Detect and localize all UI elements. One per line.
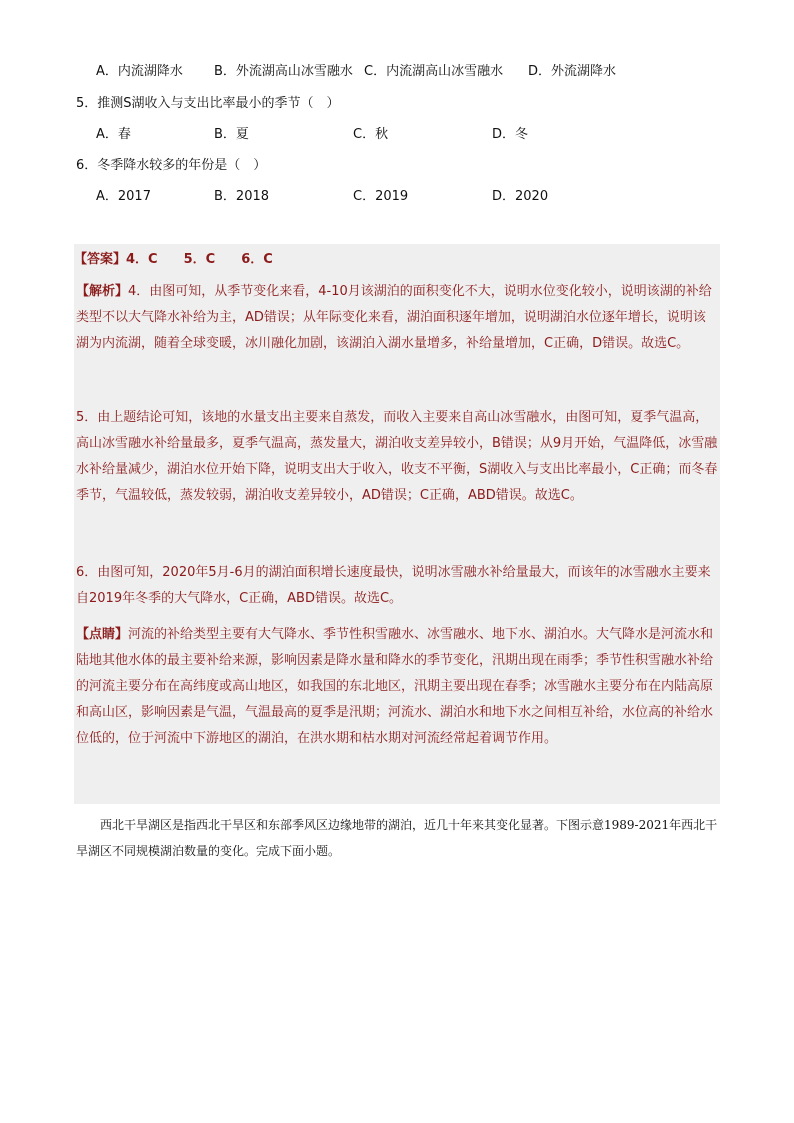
group-intro xyxy=(76,812,718,864)
q5-option-c: C．秋 xyxy=(353,127,389,142)
answer-label: 【答案】 xyxy=(74,252,127,267)
q6-option-d: D．2020 xyxy=(492,189,549,204)
tips-text: 河流的补给类型主要有大气降水、季节性积雪融水、冰雪融水、地下水、湖泊水。大气降水是河流水和陆地其他水体的最主要补给来源，影响因素是降水量和降水的季节变化，汛期出现在雨季；季节性积雪融水补给的河流主要分布在高纬度或高山地区，如我国的东北地区，汛期主要出现在春季；冰雪融水主要分布在内陆高原和高山区，影响因素是气温，气温最高的夏季是汛期；河流水、湖泊水和地下水之间相互补给，水位高的补给水位低的，位于河流中下游地区的湖泊，在洪水期和枯水期对河流经常起着调节作用。 xyxy=(76,627,714,746)
q6-option-c: C．2019 xyxy=(353,189,409,204)
answer-text: 4．C 5．C 6．C xyxy=(126,252,273,267)
q4-option-a: A．内流湖降水 xyxy=(96,64,183,79)
answer-line xyxy=(74,250,720,270)
q4-option-c: C．内流湖高山冰雪融水 xyxy=(364,64,504,79)
q5-option-a: A．春 xyxy=(96,127,131,142)
analysis-q6 xyxy=(76,560,718,612)
group-intro-text: 西北干旱湖区是指西北干旱区和东部季风区边缘地带的湖泊，近几十年来其变化显著。下图示意1989-2021年西北干旱湖区不同规模湖泊数量的变化。完成下面小题。 xyxy=(76,818,718,858)
q4-option-d: D．外流湖降水 xyxy=(528,64,617,79)
tips-label: 【点睛】 xyxy=(76,627,129,642)
analysis-q5 xyxy=(76,405,718,509)
analysis-q4-text: 4．由图可知，从季节变化来看，4-10月该湖泊的面积变化不大，说明水位变化较小，说明该湖的补给类型不以大气降水补给为主，AD错误；从年际变化来看，湖泊面积逐年增加，说明湖泊水位逐年增长，说明该湖为内流湖，随着全球变暖，冰川融化加剧，该湖泊入湖水量增多，补给量增加，C正确，D错误。故选C。 xyxy=(76,284,712,351)
q6-option-b: B．2018 xyxy=(214,189,270,204)
q6-stem: 6．冬季降水较多的年份是（ ） xyxy=(76,158,267,173)
analysis-label: 【解析】 xyxy=(76,284,129,299)
analysis-q4 xyxy=(76,279,718,357)
q5-stem: 5．推测S湖收入与支出比率最小的季节（ ） xyxy=(76,96,340,111)
q4-option-b: B．外流湖高山冰雪融水 xyxy=(214,64,353,79)
analysis-q5-text: 5．由上题结论可知，该地的水量支出主要来自蒸发，而收入主要来自高山冰雪融水，由图可知，夏季气温高，高山冰雪融水补给量最多，夏季气温高，蒸发量大，湖泊收支差异较小，B错误；从9月开始，气温降低，冰雪融水补给量减少，湖泊水位开始下降，说明支出大于收入，收支不平衡，S湖收入与支出比率最小，C正确；而冬春季节，气温较低，蒸发较弱，湖泊收支差异较小，AD错误；C正确，ABD错误。故选C。 xyxy=(76,410,718,503)
q6-option-a: A．2017 xyxy=(96,189,151,204)
q5-option-d: D．冬 xyxy=(492,127,529,142)
q5-option-b: B．夏 xyxy=(214,127,249,142)
analysis-q6-text: 6．由图可知，2020年5月-6月的湖泊面积增长速度最快，说明冰雪融水补给量最大，而该年的冰雪融水主要来自2019年冬季的大气降水，C正确，ABD错误。故选C。 xyxy=(76,565,711,606)
tips-paragraph xyxy=(76,622,718,752)
